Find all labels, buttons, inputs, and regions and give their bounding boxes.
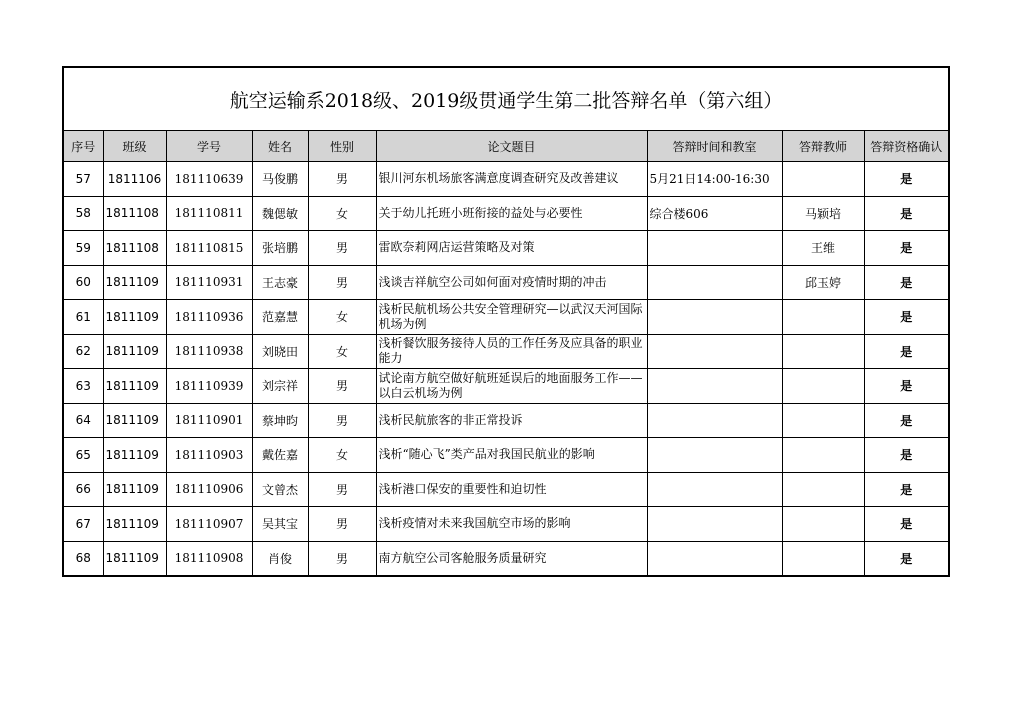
cell-class: 1811109 [103, 541, 166, 576]
cell-time-room: 综合楼606 [647, 196, 782, 231]
cell-confirm: 是 [864, 403, 949, 438]
cell-name: 刘晓田 [252, 334, 308, 369]
cell-name: 戴佐嘉 [252, 438, 308, 473]
cell-topic: 浅析“随心飞”类产品对我国民航业的影响 [376, 438, 647, 473]
cell-class: 1811109 [103, 265, 166, 300]
header-class: 班级 [103, 131, 166, 162]
cell-no: 66 [63, 472, 103, 507]
cell-class: 1811109 [103, 334, 166, 369]
header-gender: 性别 [308, 131, 376, 162]
header-student-id: 学号 [166, 131, 252, 162]
cell-time-room [647, 231, 782, 266]
cell-confirm: 是 [864, 265, 949, 300]
cell-teacher [782, 369, 864, 404]
cell-teacher [782, 334, 864, 369]
cell-time-room [647, 507, 782, 542]
cell-confirm: 是 [864, 472, 949, 507]
cell-no: 63 [63, 369, 103, 404]
cell-gender: 女 [308, 196, 376, 231]
cell-no: 65 [63, 438, 103, 473]
cell-time-room [647, 265, 782, 300]
header-time-room: 答辩时间和教室 [647, 131, 782, 162]
cell-gender: 女 [308, 300, 376, 335]
table-row [63, 438, 949, 473]
table-row [63, 265, 949, 300]
title-row [63, 67, 949, 131]
cell-name: 刘宗祥 [252, 369, 308, 404]
cell-confirm: 是 [864, 231, 949, 266]
cell-gender: 女 [308, 438, 376, 473]
cell-topic: 浅析餐饮服务接待人员的工作任务及应具备的职业能力 [376, 334, 647, 369]
cell-time-room [647, 403, 782, 438]
cell-time-room [647, 369, 782, 404]
cell-confirm: 是 [864, 507, 949, 542]
cell-confirm: 是 [864, 541, 949, 576]
cell-teacher: 王维 [782, 231, 864, 266]
cell-gender: 男 [308, 265, 376, 300]
cell-topic: 浅析民航机场公共安全管理研究—以武汉天河国际机场为例 [376, 300, 647, 335]
cell-student-id: 181110908 [166, 541, 252, 576]
cell-topic: 银川河东机场旅客满意度调查研究及改善建议 [376, 162, 647, 197]
sheet-title: 航空运输系2018级、2019级贯通学生第二批答辩名单（第六组） [63, 67, 949, 131]
cell-time-room: 5月21日14:00-16:30 [647, 162, 782, 197]
cell-name: 范嘉慧 [252, 300, 308, 335]
cell-no: 57 [63, 162, 103, 197]
cell-no: 68 [63, 541, 103, 576]
cell-time-room [647, 300, 782, 335]
cell-student-id: 181110815 [166, 231, 252, 266]
cell-name: 张培鹏 [252, 231, 308, 266]
cell-student-id: 181110907 [166, 507, 252, 542]
cell-student-id: 181110639 [166, 162, 252, 197]
table-row [63, 369, 949, 404]
cell-topic: 雷欧奈莉网店运营策略及对策 [376, 231, 647, 266]
cell-teacher: 马颖培 [782, 196, 864, 231]
header-teacher: 答辩教师 [782, 131, 864, 162]
cell-gender: 男 [308, 369, 376, 404]
cell-teacher [782, 300, 864, 335]
cell-name: 马俊鹏 [252, 162, 308, 197]
spreadsheet [62, 66, 948, 577]
table-row [63, 334, 949, 369]
cell-student-id: 181110938 [166, 334, 252, 369]
cell-teacher [782, 403, 864, 438]
cell-student-id: 181110811 [166, 196, 252, 231]
cell-time-room [647, 472, 782, 507]
cell-class: 1811108 [103, 231, 166, 266]
cell-gender: 女 [308, 334, 376, 369]
cell-topic: 浅析疫情对未来我国航空市场的影响 [376, 507, 647, 542]
cell-student-id: 181110939 [166, 369, 252, 404]
cell-class: 1811108 [103, 196, 166, 231]
cell-gender: 男 [308, 507, 376, 542]
header-confirm: 答辩资格确认 [864, 131, 949, 162]
cell-no: 59 [63, 231, 103, 266]
cell-student-id: 181110906 [166, 472, 252, 507]
cell-gender: 男 [308, 472, 376, 507]
cell-class: 1811109 [103, 472, 166, 507]
cell-name: 文曾杰 [252, 472, 308, 507]
cell-teacher: 邱玉婷 [782, 265, 864, 300]
cell-time-room [647, 438, 782, 473]
cell-no: 60 [63, 265, 103, 300]
header-row [63, 131, 949, 162]
cell-confirm: 是 [864, 334, 949, 369]
cell-student-id: 181110931 [166, 265, 252, 300]
cell-confirm: 是 [864, 438, 949, 473]
cell-confirm: 是 [864, 369, 949, 404]
cell-confirm: 是 [864, 300, 949, 335]
cell-gender: 男 [308, 403, 376, 438]
cell-topic: 关于幼儿托班小班衔接的益处与必要性 [376, 196, 647, 231]
header-name: 姓名 [252, 131, 308, 162]
cell-no: 61 [63, 300, 103, 335]
table-row [63, 196, 949, 231]
cell-teacher [782, 541, 864, 576]
table-row [63, 300, 949, 335]
cell-gender: 男 [308, 162, 376, 197]
cell-name: 蔡坤昀 [252, 403, 308, 438]
table-row [63, 231, 949, 266]
cell-topic: 试论南方航空做好航班延误后的地面服务工作——以白云机场为例 [376, 369, 647, 404]
cell-gender: 男 [308, 541, 376, 576]
cell-no: 64 [63, 403, 103, 438]
table-row [63, 541, 949, 576]
table-row [63, 507, 949, 542]
cell-confirm: 是 [864, 162, 949, 197]
cell-class: 1811109 [103, 369, 166, 404]
header-topic: 论文题目 [376, 131, 647, 162]
cell-class: 1811109 [103, 507, 166, 542]
cell-topic: 浅析民航旅客的非正常投诉 [376, 403, 647, 438]
table-row [63, 403, 949, 438]
cell-class: 1811106 [103, 162, 166, 197]
cell-topic: 浅谈吉祥航空公司如何面对疫情时期的冲击 [376, 265, 647, 300]
cell-teacher [782, 162, 864, 197]
cell-student-id: 181110903 [166, 438, 252, 473]
cell-name: 王志豪 [252, 265, 308, 300]
cell-no: 62 [63, 334, 103, 369]
cell-time-room [647, 334, 782, 369]
cell-time-room [647, 541, 782, 576]
cell-name: 魏偲敏 [252, 196, 308, 231]
cell-topic: 浅析港口保安的重要性和迫切性 [376, 472, 647, 507]
cell-teacher [782, 472, 864, 507]
cell-name: 吴其宝 [252, 507, 308, 542]
cell-confirm: 是 [864, 196, 949, 231]
cell-class: 1811109 [103, 403, 166, 438]
cell-teacher [782, 438, 864, 473]
cell-class: 1811109 [103, 300, 166, 335]
cell-no: 67 [63, 507, 103, 542]
table-row [63, 162, 949, 197]
cell-topic: 南方航空公司客舱服务质量研究 [376, 541, 647, 576]
defense-list-table [62, 66, 950, 577]
cell-name: 肖俊 [252, 541, 308, 576]
cell-class: 1811109 [103, 438, 166, 473]
cell-teacher [782, 507, 864, 542]
header-no: 序号 [63, 131, 103, 162]
cell-no: 58 [63, 196, 103, 231]
cell-student-id: 181110901 [166, 403, 252, 438]
cell-gender: 男 [308, 231, 376, 266]
cell-student-id: 181110936 [166, 300, 252, 335]
table-row [63, 472, 949, 507]
